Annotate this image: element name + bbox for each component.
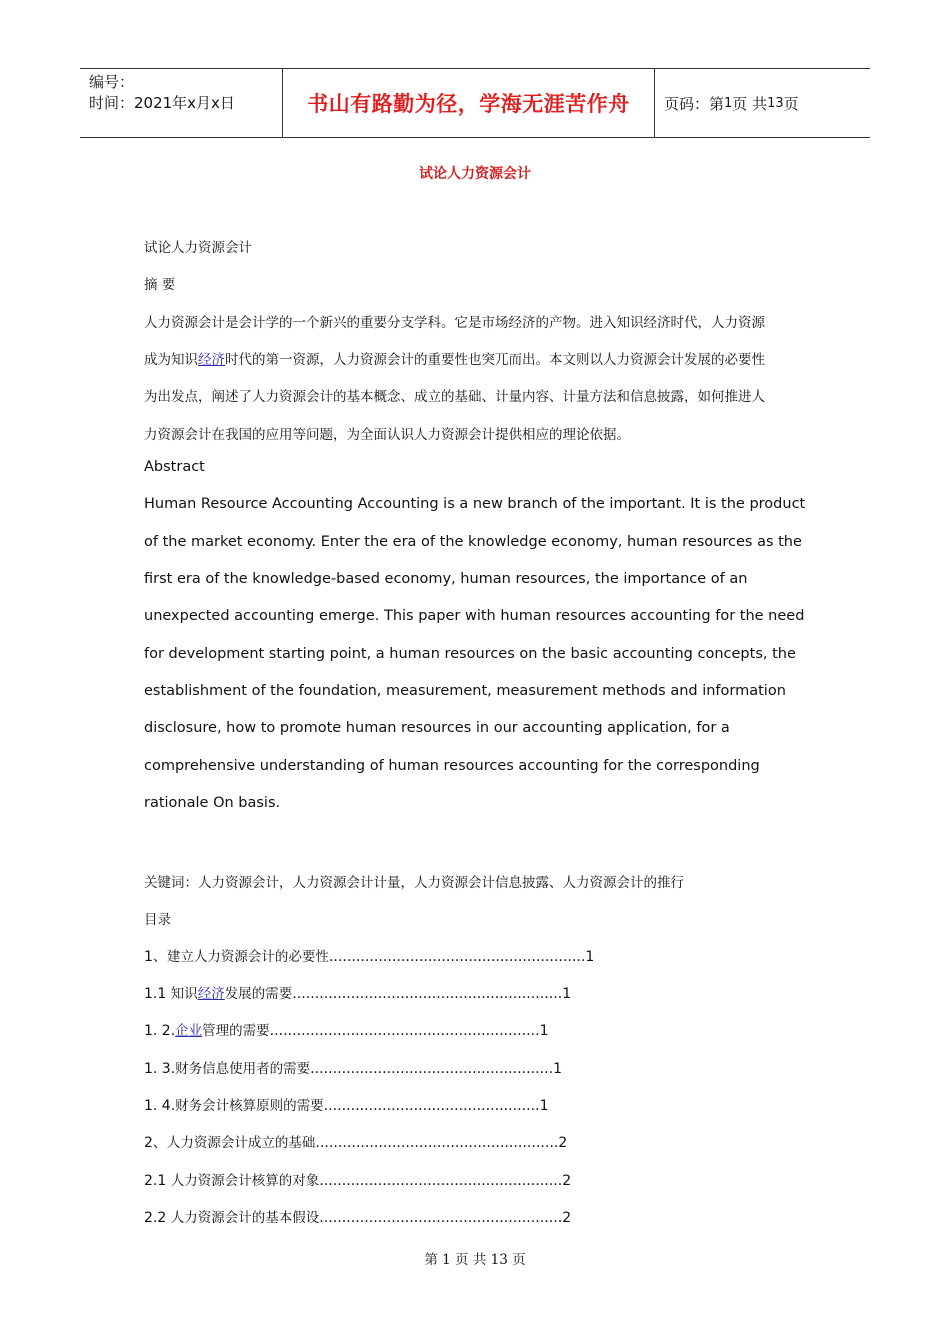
toc-entry-text: 人力资源会计成立的基础 (166, 1135, 316, 1151)
footer-total: 13 (490, 1252, 508, 1268)
toc-leader-dots: ……………………………………………… (319, 1173, 563, 1189)
abstract-en-line: first era of the knowledge-based economy, human resources, the importance of an (144, 571, 748, 587)
toc-entry-text: 人力资源会计核算的对象 (170, 1173, 320, 1189)
footer-prefix: 第 (424, 1252, 438, 1268)
toc-entry-number: 1.1 (144, 986, 171, 1002)
toc-entry-number: 1、 (144, 949, 167, 965)
page-info-prefix: 页码：第 (664, 94, 725, 113)
document-title: 试论人力资源会计 (419, 166, 531, 182)
toc-entry-text: 财务信息使用者的需要 (175, 1061, 311, 1077)
page-current: 1 (724, 95, 733, 111)
toc-entry[interactable] (144, 982, 571, 1002)
header-motto: 书山有路勤为径，学海无涯苦作舟 (282, 69, 655, 137)
toc-leader-dots: ……………………………………………… (315, 1135, 559, 1151)
abstract-en-line: establishment of the foundation, measurement, measurement methods and information (144, 683, 786, 699)
toc-entry-text: 建立人力资源会计的必要性 (166, 949, 329, 965)
toc-leader-dots: ……………………………………………… (310, 1061, 554, 1077)
abstract-cn-line: 为出发点，阐述了人力资源会计的基本概念、成立的基础、计量内容、计量方法和信息披露，如何推进人 (144, 389, 765, 405)
toc-leader-dots: ………………………………………… (323, 1098, 540, 1114)
toc-entry[interactable] (144, 1206, 571, 1226)
toc-entry-page: 1 (553, 1061, 563, 1077)
footer-mid: 页 共 (455, 1252, 487, 1268)
date-label: 时间：2021年x月x日 (89, 94, 235, 112)
toc-entry-number: 2.2 (144, 1210, 171, 1226)
abstract-cn-line: 力资源会计在我国的应用等问题，为全面认识人力资源会计提供相应的理论依据。 (144, 427, 630, 443)
page-footer (0, 1248, 950, 1268)
page-info-mid: 页 共 (732, 94, 768, 113)
header-page-info (655, 69, 870, 137)
abstract-cn-line (144, 348, 765, 368)
toc-entry[interactable] (144, 1131, 567, 1152)
footer-suffix: 页 (512, 1252, 526, 1268)
abstract-en-label: Abstract (144, 459, 205, 475)
toc-entry-page: 1 (585, 949, 595, 965)
toc-entry[interactable] (144, 1019, 549, 1039)
abstract-cn-line: 人力资源会计是会计学的一个新兴的重要分支学科。它是市场经济的产物。进入知识经济时代，人力资源 (144, 315, 765, 331)
page-total: 13 (767, 95, 784, 111)
economy-link[interactable]: 经济 (198, 352, 225, 368)
subtitle: 试论人力资源会计 (144, 240, 252, 256)
toc-entry[interactable] (144, 1169, 571, 1189)
abstract-en-line: Human Resource Accounting Accounting is a new branch of the important. It is the product (144, 496, 806, 512)
toc-entry-page: 2 (562, 1173, 572, 1189)
toc-entry-page: 2 (558, 1135, 568, 1151)
toc-entry-number: 1. 2. (144, 1023, 176, 1039)
text-span: 时代的第一资源，人力资源会计的重要性也突兀而出。本文则以人力资源会计发展的必要性 (225, 352, 765, 368)
toc-entry-link[interactable]: 企业 (175, 1023, 203, 1039)
toc-entry-page: 1 (539, 1098, 549, 1114)
toc-entry-page: 1 (562, 986, 572, 1002)
abstract-en-line: for development starting point, a human resources on the basic accounting concepts, the (144, 646, 796, 662)
toc-entry[interactable] (144, 1057, 562, 1077)
abstract-en-line: comprehensive understanding of human resources accounting for the corresponding (144, 758, 760, 774)
toc-leader-dots: …………………………………………………… (269, 1023, 540, 1039)
abstract-en-line: rationale On basis. (144, 795, 281, 811)
toc-leader-dots: ……………………………………………… (319, 1210, 563, 1226)
text-span: 成为知识 (144, 352, 198, 368)
toc-leader-dots: …………………………………………………… (292, 986, 563, 1002)
toc-entry-number: 2.1 (144, 1173, 171, 1189)
toc-entry-text: 发展的需要 (224, 986, 293, 1002)
footer-current: 1 (442, 1252, 451, 1268)
toc-entry-page: 2 (562, 1210, 572, 1226)
toc-entry[interactable] (144, 945, 594, 966)
abstract-cn-label: 摘 要 (144, 277, 176, 293)
toc-entry-link[interactable]: 经济 (197, 986, 225, 1002)
toc-entry-text: 知识 (170, 986, 198, 1002)
abstract-en-line: of the market economy. Enter the era of the knowledge economy, human resources as the (144, 534, 802, 550)
page-info-suffix: 页 (783, 94, 799, 113)
toc-entry-text: 人力资源会计的基本假设 (170, 1210, 320, 1226)
toc-entry-text: 管理的需要 (202, 1023, 270, 1039)
header-meta (80, 69, 282, 137)
abstract-en-line: unexpected accounting emerge. This paper with human resources accounting for the need (144, 608, 805, 624)
toc-entry[interactable] (144, 1094, 549, 1114)
toc-leader-dots: ………………………………………………… (328, 949, 586, 965)
toc-entry-text: 财务会计核算原则的需要 (175, 1098, 324, 1114)
toc-entry-page: 1 (539, 1023, 549, 1039)
toc-entry-number: 1. 3. (144, 1061, 176, 1077)
toc-label: 目录 (144, 912, 171, 928)
document-header (80, 68, 870, 138)
serial-label: 编号： (89, 73, 135, 91)
abstract-en-line: disclosure, how to promote human resources in our accounting application, for a (144, 720, 730, 736)
keywords: 关键词：人力资源会计，人力资源会计计量，人力资源会计信息披露、人力资源会计的推行 (144, 875, 684, 891)
toc-entry-number: 2、 (144, 1135, 167, 1151)
toc-entry-number: 1. 4. (144, 1098, 176, 1114)
